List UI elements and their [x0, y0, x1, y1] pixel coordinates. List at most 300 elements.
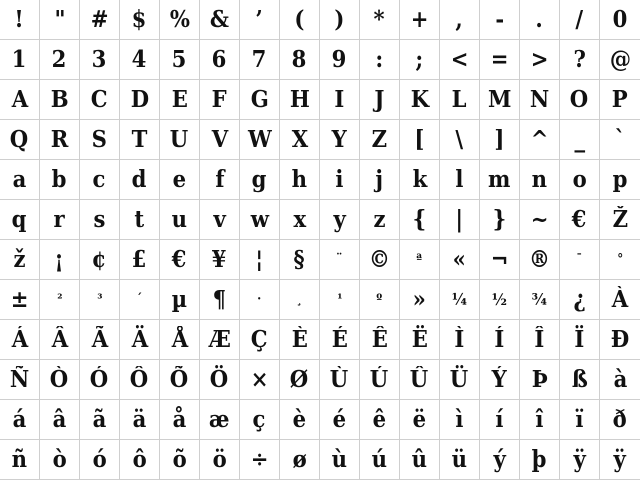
glyph-underscore: _ — [574, 126, 585, 153]
glyph-H: H — [289, 86, 310, 113]
glyph-cell-sterling[interactable] — [120, 240, 160, 280]
glyph-cell-quotesingle[interactable] — [240, 0, 280, 40]
glyph-cell-zcaron[interactable] — [0, 240, 40, 280]
glyph-Z: Z — [371, 126, 388, 153]
glyph-cell-egrave[interactable] — [280, 400, 320, 440]
glyph-cell-five[interactable] — [160, 40, 200, 80]
glyph-G: G — [250, 86, 269, 113]
glyph-cell-divide[interactable] — [240, 440, 280, 480]
glyph-cell-exclamdown[interactable] — [40, 240, 80, 280]
glyph-cell-greater[interactable] — [520, 40, 560, 80]
glyph-cell-Zcaron[interactable] — [600, 200, 640, 240]
glyph-nine: 9 — [332, 46, 347, 73]
glyph-cell-Aacute[interactable] — [0, 320, 40, 360]
glyph-cell-Ucircumflex[interactable] — [400, 360, 440, 400]
glyph-guillemotleft: « — [452, 246, 467, 273]
glyph-cell-d[interactable] — [120, 160, 160, 200]
glyph-cell-Igrave[interactable] — [440, 320, 480, 360]
glyph-cell-thorn[interactable] — [520, 440, 560, 480]
glyph-T: T — [131, 126, 148, 153]
glyph-divide: ÷ — [250, 446, 269, 473]
glyph-cell-w[interactable] — [240, 200, 280, 240]
glyph-cell-n[interactable] — [520, 160, 560, 200]
glyph-cell-Y[interactable] — [320, 120, 360, 160]
glyph-o: o — [572, 166, 587, 193]
glyph-bracketleft: [ — [414, 126, 425, 153]
glyph-cell-t[interactable] — [120, 200, 160, 240]
glyph-cell-underscore[interactable] — [560, 120, 600, 160]
glyph-cell-slash[interactable] — [560, 0, 600, 40]
glyph-cell-braceleft[interactable] — [400, 200, 440, 240]
glyph-atilde: ã — [92, 406, 107, 433]
glyph-cell-AE[interactable] — [200, 320, 240, 360]
glyph-cell-ampersand[interactable] — [200, 0, 240, 40]
glyph-cell-numbersign[interactable] — [80, 0, 120, 40]
glyph-cell-asciitilde[interactable] — [520, 200, 560, 240]
glyph-Oslash: Ø — [290, 366, 309, 393]
glyph-bracketright: ] — [494, 126, 505, 153]
glyph-cell-Thorn[interactable] — [520, 360, 560, 400]
glyph-cell-u[interactable] — [160, 200, 200, 240]
glyph-parenright: ) — [334, 6, 345, 33]
glyph-cell-cent[interactable] — [80, 240, 120, 280]
glyph-cell-Acircumflex[interactable] — [40, 320, 80, 360]
glyph-cell-dollar[interactable] — [120, 0, 160, 40]
glyph-cell-Odieresis[interactable] — [200, 360, 240, 400]
glyph-cell-Euro[interactable] — [560, 200, 600, 240]
glyph-w: w — [250, 206, 269, 233]
glyph-c: c — [93, 166, 106, 193]
glyph-cell-V[interactable] — [200, 120, 240, 160]
glyph-cell-three[interactable] — [80, 40, 120, 80]
glyph-cell-Eacute[interactable] — [320, 320, 360, 360]
glyph-cell-yen[interactable] — [200, 240, 240, 280]
glyph-L: L — [452, 86, 467, 113]
glyph-cell-uacute[interactable] — [360, 440, 400, 480]
glyph-cell-section[interactable] — [280, 240, 320, 280]
glyph-cell-Icircumflex[interactable] — [520, 320, 560, 360]
glyph-cell-idieresis[interactable] — [560, 400, 600, 440]
glyph-cell-l[interactable] — [440, 160, 480, 200]
glyph-igrave: ì — [455, 406, 464, 433]
glyph-cell-ordfeminine[interactable] — [400, 240, 440, 280]
glyph-zero: 0 — [612, 6, 628, 33]
glyph-cell-p[interactable] — [600, 160, 640, 200]
glyph-iacute: í — [495, 406, 504, 433]
glyph-cell-currency-euro[interactable] — [160, 240, 200, 280]
glyph-cell-ugrave[interactable] — [320, 440, 360, 480]
glyph-Otilde: Õ — [170, 366, 189, 393]
glyph-cell-otilde[interactable] — [160, 440, 200, 480]
glyph-cell-oslash[interactable] — [280, 440, 320, 480]
glyph-cell-Z[interactable] — [360, 120, 400, 160]
glyph-multiply: × — [250, 366, 269, 393]
glyph-cell-ae[interactable] — [200, 400, 240, 440]
glyph-cell-mu[interactable] — [160, 280, 200, 320]
glyph-cell-one[interactable] — [0, 40, 40, 80]
glyph-cell-nine[interactable] — [320, 40, 360, 80]
glyph-braceleft: { — [412, 206, 427, 233]
glyph-grave: ` — [614, 126, 626, 153]
glyph-cell-X[interactable] — [280, 120, 320, 160]
glyph-cell-aacute[interactable] — [0, 400, 40, 440]
glyph-quotesingle: ’ — [255, 6, 264, 33]
glyph-three: 3 — [92, 46, 107, 73]
glyph-cell-asciicircum[interactable] — [520, 120, 560, 160]
glyph-cell-Egrave[interactable] — [280, 320, 320, 360]
glyph-cell-o[interactable] — [560, 160, 600, 200]
glyph-mu: µ — [171, 286, 188, 313]
glyph-cell-S[interactable] — [80, 120, 120, 160]
glyph-cell-copyright[interactable] — [360, 240, 400, 280]
glyph-exclam: ! — [14, 6, 25, 33]
glyph-cell-grave[interactable] — [600, 120, 640, 160]
glyph-plus: + — [410, 6, 429, 33]
glyph-cell-Atilde[interactable] — [80, 320, 120, 360]
glyph-cell-eight[interactable] — [280, 40, 320, 80]
glyph-Ograve: Ò — [50, 366, 69, 393]
glyph-Odieresis: Ö — [210, 366, 229, 393]
glyph-cell-Agrave[interactable] — [600, 280, 640, 320]
glyph-cell-odieresis[interactable] — [200, 440, 240, 480]
glyph-cell-M[interactable] — [480, 80, 520, 120]
glyph-ordmasculine: º — [376, 292, 383, 307]
glyph-cell-colon[interactable] — [360, 40, 400, 80]
glyph-j: j — [375, 166, 384, 193]
glyph-cell-Uacute[interactable] — [360, 360, 400, 400]
glyph-cell-agrave[interactable] — [600, 360, 640, 400]
glyph-cell-multiply[interactable] — [240, 360, 280, 400]
glyph-cell-ecircumflex[interactable] — [360, 400, 400, 440]
glyph-cell-degree[interactable] — [600, 240, 640, 280]
glyph-u: u — [171, 206, 188, 233]
glyph-K: K — [410, 86, 429, 113]
glyph-cell-Oslash[interactable] — [280, 360, 320, 400]
glyph-cell-Ugrave[interactable] — [320, 360, 360, 400]
glyph-slash: / — [575, 6, 584, 33]
glyph-V: V — [211, 126, 228, 153]
glyph-cell-Ocircumflex[interactable] — [120, 360, 160, 400]
glyph-six: 6 — [212, 46, 227, 73]
glyph-cell-J[interactable] — [360, 80, 400, 120]
glyph-cell-threequarters[interactable] — [520, 280, 560, 320]
glyph-cell-registered[interactable] — [520, 240, 560, 280]
glyph-cell-cedilla[interactable] — [280, 280, 320, 320]
glyph-udieresis: ü — [451, 446, 468, 473]
glyph-cell-c[interactable] — [80, 160, 120, 200]
glyph-zcaron: ž — [13, 246, 26, 273]
glyph-yacute: ý — [493, 446, 506, 473]
glyph-cell-O[interactable] — [560, 80, 600, 120]
glyph-four: 4 — [132, 46, 147, 73]
glyph-cell-f[interactable] — [200, 160, 240, 200]
glyph-cell-atilde[interactable] — [80, 400, 120, 440]
glyph-cell-dieresis[interactable] — [320, 240, 360, 280]
glyph-cell-e[interactable] — [160, 160, 200, 200]
glyph-S: S — [91, 126, 108, 153]
glyph-cell-ocircumflex[interactable] — [120, 440, 160, 480]
glyph-Q: Q — [10, 126, 29, 153]
glyph-dollar: $ — [132, 6, 147, 33]
glyph-ydieresis: ÿ — [573, 446, 586, 473]
glyph-cell-onequarter[interactable] — [440, 280, 480, 320]
glyph-greater: > — [530, 46, 549, 73]
glyph-cell-less[interactable] — [440, 40, 480, 80]
glyph-cell-iacute[interactable] — [480, 400, 520, 440]
glyph-cell-ccedilla[interactable] — [240, 400, 280, 440]
glyph-cell-comma[interactable] — [440, 0, 480, 40]
glyph-cell-z[interactable] — [360, 200, 400, 240]
glyph-E: E — [171, 86, 188, 113]
glyph-cell-a[interactable] — [0, 160, 40, 200]
glyph-O: O — [570, 86, 589, 113]
glyph-cell-aring[interactable] — [160, 400, 200, 440]
glyph-cell-eacute[interactable] — [320, 400, 360, 440]
glyph-Ucircumflex: Û — [410, 366, 429, 393]
glyph-cell-D[interactable] — [120, 80, 160, 120]
glyph-asciicircum: ^ — [530, 126, 549, 153]
glyph-cell-U[interactable] — [160, 120, 200, 160]
glyph-cell-Ograve[interactable] — [40, 360, 80, 400]
glyph-ampersand: & — [209, 6, 230, 33]
glyph-Adieresis: Ä — [131, 326, 148, 353]
glyph-registered: ® — [528, 246, 551, 273]
glyph-cell-R[interactable] — [40, 120, 80, 160]
glyph-acute: ´ — [136, 292, 143, 307]
glyph-cell-E[interactable] — [160, 80, 200, 120]
glyph-cell-x[interactable] — [280, 200, 320, 240]
glyph-cell-edieresis[interactable] — [400, 400, 440, 440]
glyph-cell-asterisk[interactable] — [360, 0, 400, 40]
glyph-cell-at[interactable] — [600, 40, 640, 80]
glyph-paragraph: ¶ — [212, 286, 227, 313]
glyph-cell-Adieresis[interactable] — [120, 320, 160, 360]
glyph-Thorn: Þ — [531, 366, 548, 393]
glyph-two: 2 — [52, 46, 67, 73]
glyph-cell-s[interactable] — [80, 200, 120, 240]
glyph-asterisk: * — [373, 6, 386, 33]
glyph-Eacute: É — [331, 326, 348, 353]
glyph-y: y — [333, 206, 346, 233]
glyph-aring: å — [172, 406, 187, 433]
glyph-cell-Udieresis[interactable] — [440, 360, 480, 400]
glyph-cell-udieresis[interactable] — [440, 440, 480, 480]
glyph-cell-four[interactable] — [120, 40, 160, 80]
glyph-cell-y[interactable] — [320, 200, 360, 240]
glyph-A: A — [11, 86, 28, 113]
glyph-cell-bracketright[interactable] — [480, 120, 520, 160]
glyph-Acircumflex: Â — [51, 326, 68, 353]
glyph-cell-semicolon[interactable] — [400, 40, 440, 80]
glyph-cell-G[interactable] — [240, 80, 280, 120]
glyph-Euro: € — [572, 206, 587, 233]
glyph-cell-q[interactable] — [0, 200, 40, 240]
glyph-cell-plus[interactable] — [400, 0, 440, 40]
glyph-braceright: } — [492, 206, 507, 233]
glyph-ccedilla: ç — [253, 406, 266, 433]
glyph-R: R — [50, 126, 69, 153]
glyph-cell-L[interactable] — [440, 80, 480, 120]
glyph-parenleft: ( — [294, 6, 305, 33]
glyph-cell-periodcentered[interactable] — [240, 280, 280, 320]
glyph-cell-h[interactable] — [280, 160, 320, 200]
glyph-cell-oacute[interactable] — [80, 440, 120, 480]
glyph-cell-exclam[interactable] — [0, 0, 40, 40]
glyph-cell-Eth[interactable] — [600, 320, 640, 360]
glyph-cell-C[interactable] — [80, 80, 120, 120]
glyph-exclamdown: ¡ — [54, 246, 65, 273]
glyph-at: @ — [609, 46, 631, 73]
glyph-cell-Idieresis[interactable] — [560, 320, 600, 360]
glyph-cell-Otilde[interactable] — [160, 360, 200, 400]
glyph-cell-eth[interactable] — [600, 400, 640, 440]
glyph-cell-Edieresis[interactable] — [400, 320, 440, 360]
glyph-cell-icircumflex[interactable] — [520, 400, 560, 440]
glyph-cell-guillemotleft[interactable] — [440, 240, 480, 280]
glyph-f: f — [214, 166, 225, 193]
glyph-otilde: õ — [172, 446, 187, 473]
glyph-cell-Ntilde[interactable] — [0, 360, 40, 400]
glyph-cell-germandbls[interactable] — [560, 360, 600, 400]
glyph-cell-question[interactable] — [560, 40, 600, 80]
glyph-cell-percent[interactable] — [160, 0, 200, 40]
glyph-cell-yacute[interactable] — [480, 440, 520, 480]
glyph-cell-Ecircumflex[interactable] — [360, 320, 400, 360]
glyph-oacute: ó — [92, 446, 107, 473]
glyph-cell-six[interactable] — [200, 40, 240, 80]
glyph-cell-backslash[interactable] — [440, 120, 480, 160]
glyph-cell-threesuperior[interactable] — [80, 280, 120, 320]
glyph-cell-onehalf[interactable] — [480, 280, 520, 320]
glyph-cell-ograve[interactable] — [40, 440, 80, 480]
glyph-cell-parenright[interactable] — [320, 0, 360, 40]
glyph-g: g — [252, 166, 267, 193]
glyph-cell-twosuperior[interactable] — [40, 280, 80, 320]
glyph-cell-onesuperior[interactable] — [320, 280, 360, 320]
glyph-numbersign: # — [90, 6, 109, 33]
glyph-period: . — [535, 6, 544, 33]
glyph-Yacute: Ý — [491, 366, 508, 393]
glyph-cell-Aring[interactable] — [160, 320, 200, 360]
glyph-cell-b[interactable] — [40, 160, 80, 200]
glyph-onesuperior: ¹ — [336, 292, 343, 307]
glyph-cell-quotedbl[interactable] — [40, 0, 80, 40]
glyph-cell-period[interactable] — [520, 0, 560, 40]
glyph-Eth: Ð — [610, 326, 630, 353]
glyph-cell-ntilde[interactable] — [0, 440, 40, 480]
glyph-a: a — [12, 166, 27, 193]
glyph-cell-macron[interactable] — [560, 240, 600, 280]
glyph-asciitilde: ~ — [530, 206, 549, 233]
glyph-cell-P[interactable] — [600, 80, 640, 120]
glyph-one: 1 — [12, 46, 27, 73]
glyph-d: d — [132, 166, 147, 193]
glyph-cell-two[interactable] — [40, 40, 80, 80]
glyph-Udieresis: Ü — [450, 366, 469, 393]
glyph-cell-ydieresis[interactable] — [560, 440, 600, 480]
glyph-ucircumflex: û — [411, 446, 428, 473]
glyph-cell-guillemotright[interactable] — [400, 280, 440, 320]
glyph-edieresis: ë — [412, 406, 427, 433]
glyph-cell-ucircumflex[interactable] — [400, 440, 440, 480]
glyph-cell-braceright[interactable] — [480, 200, 520, 240]
glyph-ecircumflex: ê — [372, 406, 387, 433]
glyph-cell-acircumflex[interactable] — [40, 400, 80, 440]
glyph-cell-ydieresis-alt[interactable] — [600, 440, 640, 480]
glyph-cell-parenleft[interactable] — [280, 0, 320, 40]
glyph-cell-Oacute[interactable] — [80, 360, 120, 400]
glyph-cell-equal[interactable] — [480, 40, 520, 80]
glyph-eth: ð — [612, 406, 628, 433]
glyph-Icircumflex: Î — [534, 326, 545, 353]
glyph-cell-T[interactable] — [120, 120, 160, 160]
glyph-aacute: á — [12, 406, 27, 433]
glyph-cell-brokenbar[interactable] — [240, 240, 280, 280]
glyph-acircumflex: â — [52, 406, 67, 433]
glyph-cell-I[interactable] — [320, 80, 360, 120]
glyph-cell-questiondown[interactable] — [560, 280, 600, 320]
glyph-e: e — [172, 166, 187, 193]
glyph-cell-W[interactable] — [240, 120, 280, 160]
glyph-odieresis: ö — [212, 446, 227, 473]
glyph-cell-seven[interactable] — [240, 40, 280, 80]
glyph-M: M — [487, 86, 512, 113]
glyph-cell-H[interactable] — [280, 80, 320, 120]
glyph-cell-logicalnot[interactable] — [480, 240, 520, 280]
glyph-cell-v[interactable] — [200, 200, 240, 240]
glyph-cell-k[interactable] — [400, 160, 440, 200]
glyph-Aring: Å — [171, 326, 188, 353]
glyph-cell-hyphen[interactable] — [480, 0, 520, 40]
glyph-cell-B[interactable] — [40, 80, 80, 120]
glyph-cell-A[interactable] — [0, 80, 40, 120]
glyph-cell-zero[interactable] — [600, 0, 640, 40]
glyph-N: N — [529, 86, 550, 113]
glyph-cell-r[interactable] — [40, 200, 80, 240]
glyph-cell-g[interactable] — [240, 160, 280, 200]
glyph-percent: % — [169, 6, 190, 33]
glyph-cell-bracketleft[interactable] — [400, 120, 440, 160]
glyph-cell-Iacute[interactable] — [480, 320, 520, 360]
glyph-F: F — [211, 86, 228, 113]
glyph-cell-ordmasculine[interactable] — [360, 280, 400, 320]
glyph-cell-Ccedilla[interactable] — [240, 320, 280, 360]
glyph-J: J — [374, 86, 385, 113]
glyph-x: x — [293, 206, 306, 233]
glyph-Idieresis: Ï — [574, 326, 585, 353]
glyph-five: 5 — [172, 46, 187, 73]
glyph-cell-i[interactable] — [320, 160, 360, 200]
glyph-W: W — [247, 126, 272, 153]
glyph-cell-plusminus[interactable] — [0, 280, 40, 320]
glyph-ograve: ò — [52, 446, 67, 473]
glyph-cell-j[interactable] — [360, 160, 400, 200]
glyph-cell-acute[interactable] — [120, 280, 160, 320]
glyph-cell-m[interactable] — [480, 160, 520, 200]
glyph-cell-Q[interactable] — [0, 120, 40, 160]
glyph-cell-bar[interactable] — [440, 200, 480, 240]
glyph-cell-Yacute[interactable] — [480, 360, 520, 400]
glyph-oslash: ø — [292, 446, 307, 473]
glyph-cell-igrave[interactable] — [440, 400, 480, 440]
glyph-cell-N[interactable] — [520, 80, 560, 120]
glyph-cell-adieresis[interactable] — [120, 400, 160, 440]
glyph-cell-F[interactable] — [200, 80, 240, 120]
glyph-cell-K[interactable] — [400, 80, 440, 120]
glyph-cell-paragraph[interactable] — [200, 280, 240, 320]
glyph-m: m — [488, 166, 511, 193]
glyph-backslash: \ — [455, 126, 464, 153]
